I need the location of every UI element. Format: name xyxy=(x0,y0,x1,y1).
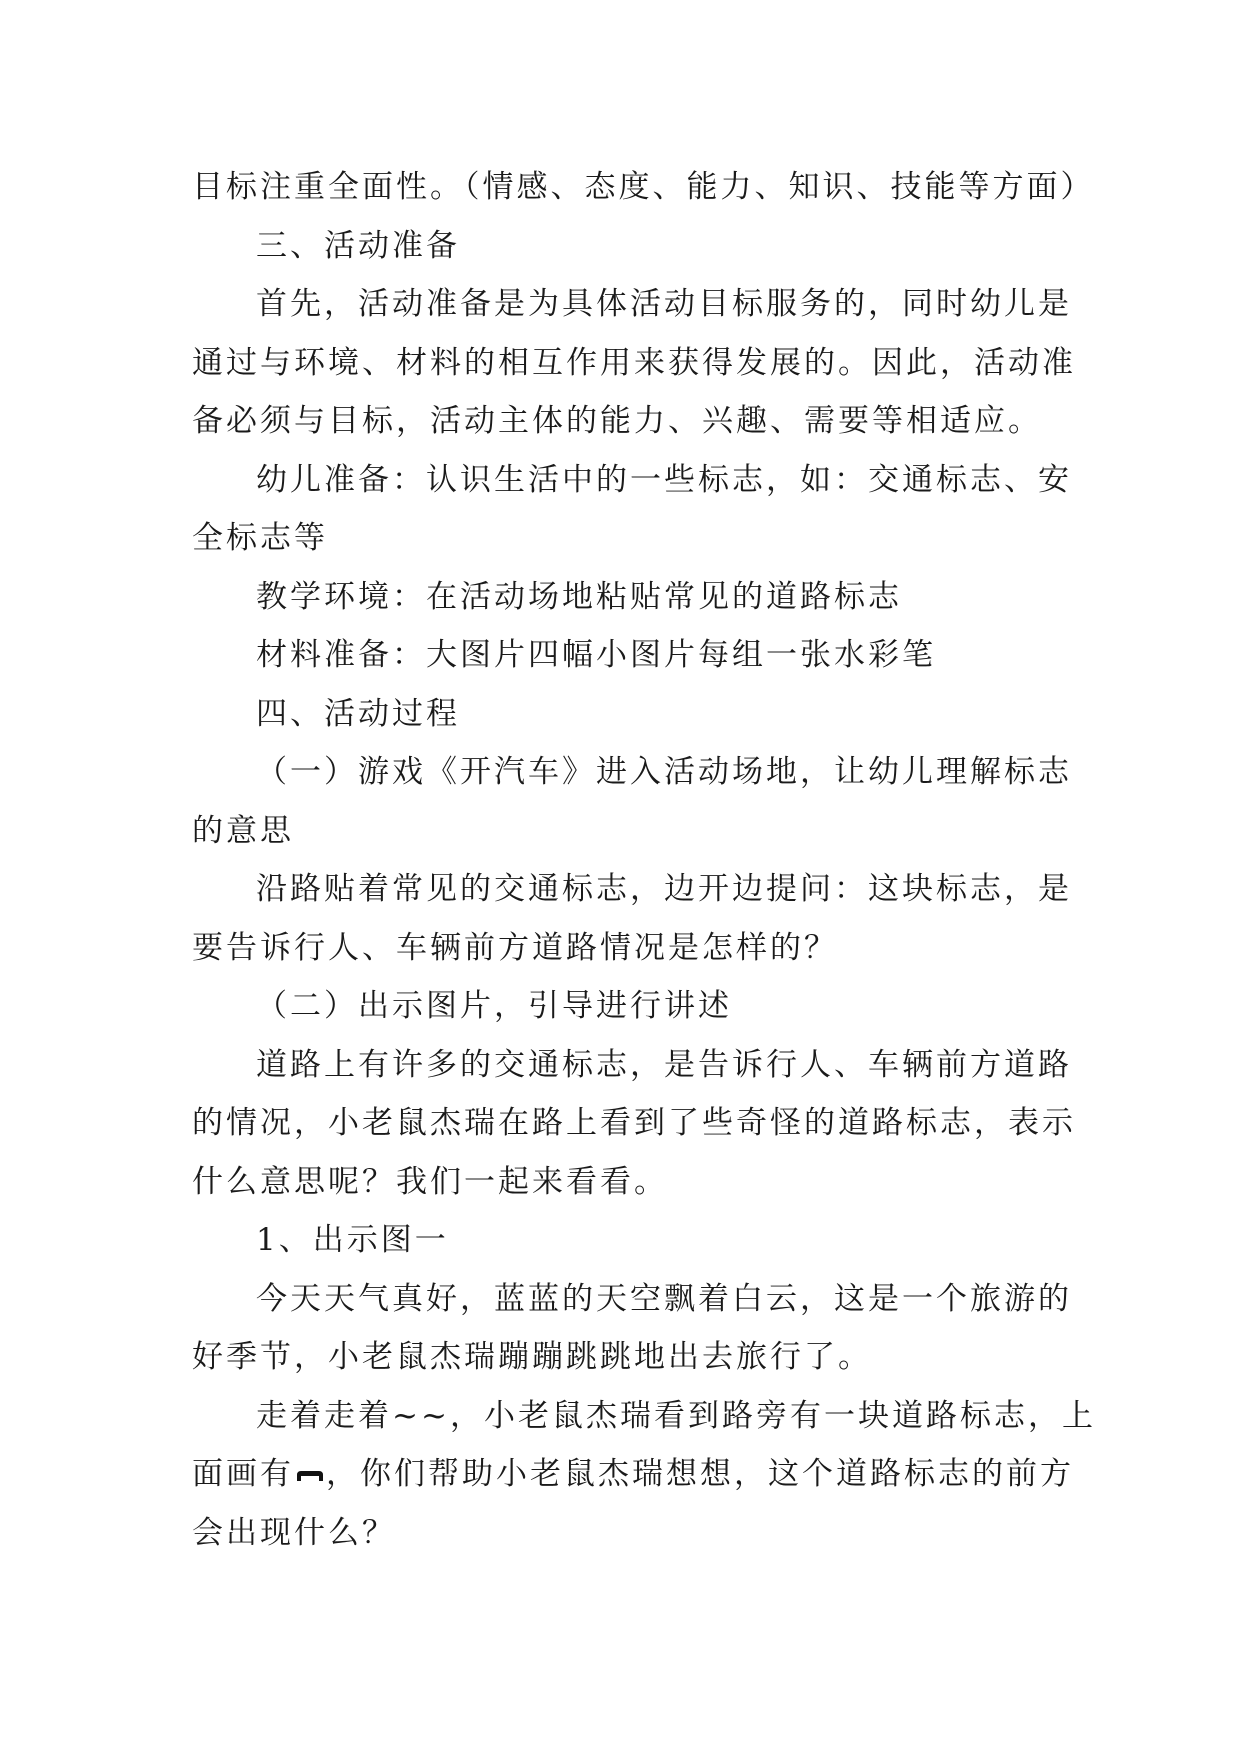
paragraph-line: 走着走着~~，小老鼠杰瑞看到路旁有一块道路标志，上 xyxy=(256,1397,1096,1434)
paragraph-line: 的意思 xyxy=(192,812,294,849)
paragraph-line: 的情况，小老鼠杰瑞在路上看到了些奇怪的道路标志，表示 xyxy=(192,1105,1076,1141)
paragraph-line: 要告诉行人、车辆前方道路情况是怎样的？ xyxy=(192,929,838,966)
paragraph-line: 好季节，小老鼠杰瑞蹦蹦跳跳地出去旅行了。 xyxy=(192,1339,872,1375)
text-segment: ，你们帮助小老鼠杰瑞想想，这个道路标志的前方 xyxy=(326,1456,1074,1492)
document-page xyxy=(192,158,1096,1562)
section-heading: 四、活动过程 xyxy=(256,695,460,732)
subsection-heading: （一）游戏《开汽车》进入活动场地，让幼儿理解标志 xyxy=(256,754,1072,790)
paragraph-line: 备必须与目标，活动主体的能力、兴趣、需要等相适应。 xyxy=(192,403,1042,439)
paragraph-line: 教学环境：在活动场地粘贴常见的道路标志 xyxy=(256,578,902,615)
road-sign-icon xyxy=(296,1470,324,1482)
paragraph-line: 道路上有许多的交通标志，是告诉行人、车辆前方道路 xyxy=(256,1046,1072,1083)
paragraph-line: 沿路贴着常见的交通标志，边开边提问：这块标志，是 xyxy=(256,871,1072,907)
paragraph-line: 材料准备：大图片四幅小图片每组一张水彩笔 xyxy=(256,637,936,673)
paragraph-line: 什么意思呢？我们一起来看看。 xyxy=(192,1163,668,1200)
paragraph-line: 首先，活动准备是为具体活动目标服务的，同时幼儿是 xyxy=(256,286,1072,322)
paragraph-line: 会出现什么？ xyxy=(192,1514,396,1551)
paragraph-line: 通过与环境、材料的相互作用来获得发展的。因此，活动准 xyxy=(192,344,1076,381)
subsection-heading: （二）出示图片，引导进行讲述 xyxy=(256,988,732,1024)
paragraph-line: 今天天气真好，蓝蓝的天空飘着白云，这是一个旅游的 xyxy=(256,1280,1072,1317)
paragraph-line: 目标注重全面性。（情感、态度、能力、知识、技能等方面） xyxy=(192,169,1095,205)
paragraph-line: 全标志等 xyxy=(192,520,328,556)
paragraph-line xyxy=(192,1445,1074,1504)
list-heading: 1、出示图一 xyxy=(256,1222,449,1258)
paragraph-line: 幼儿准备：认识生活中的一些标志，如：交通标志、安 xyxy=(256,461,1072,498)
text-segment: 面画有 xyxy=(192,1456,294,1492)
section-heading: 三、活动准备 xyxy=(256,227,460,264)
